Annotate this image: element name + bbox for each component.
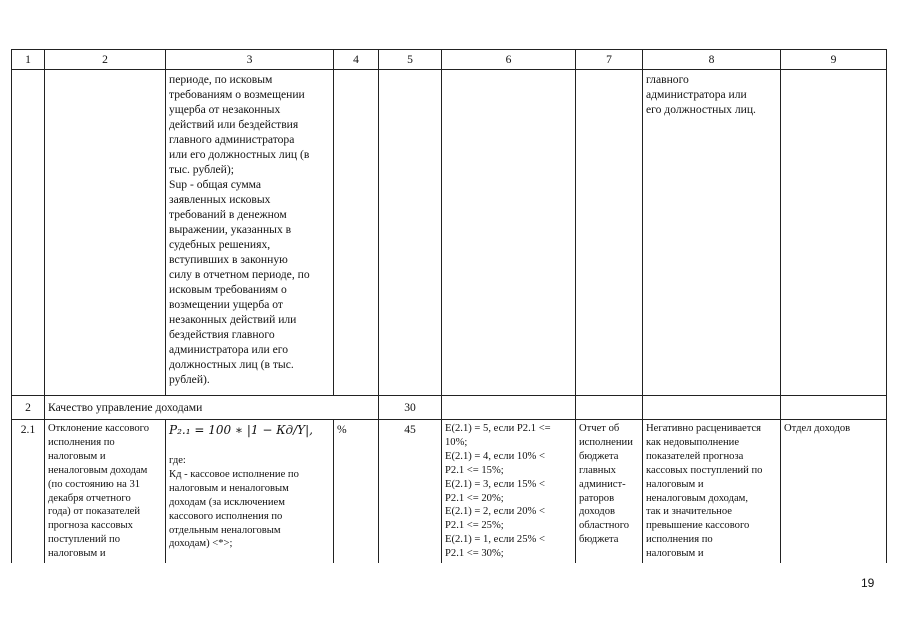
- indicator-comment: [643, 420, 781, 564]
- text-line: E(2.1) = 1, если 25% <: [445, 534, 545, 546]
- cell-empty: [379, 70, 442, 396]
- indicator-source: [576, 420, 643, 564]
- cell-empty: [781, 396, 887, 420]
- indicator-name-lines: [48, 422, 162, 561]
- section-number: 2: [12, 396, 45, 420]
- text-line: (по состоянию на 31: [48, 478, 141, 490]
- text-line: главного администратора: [169, 133, 295, 146]
- col-header-4: 4: [334, 50, 379, 70]
- text-line: налоговым и неналоговым: [169, 482, 289, 494]
- formula-explanation-lines: [169, 454, 330, 551]
- text-line: незаконных действий или: [169, 313, 297, 326]
- text-line: P2.1 <= 25%;: [445, 520, 504, 532]
- text-line: превышение кассового: [646, 520, 750, 532]
- text-line: исполнения по: [646, 534, 713, 546]
- text-line: Sup - общая сумма: [169, 178, 262, 191]
- cell-empty: [576, 396, 643, 420]
- section-weight: 30: [379, 396, 442, 420]
- text-line: силу в отчетном периоде, по: [169, 268, 310, 281]
- formula: P₂.₁ = 100 ∗ |1 − Кд/Y|,: [169, 423, 313, 437]
- text-line: админист-: [579, 478, 626, 490]
- description-lines: [169, 72, 330, 387]
- cell-empty: [442, 70, 576, 396]
- indicators-table: [11, 49, 887, 563]
- cell-empty: [334, 70, 379, 396]
- text-line: доходов: [579, 506, 615, 518]
- text-line: или его должностных лиц (в: [169, 148, 310, 161]
- section-title: Качество управление доходами: [45, 396, 379, 420]
- col-header-3: 3: [166, 50, 334, 70]
- text-line: неналоговым доходам: [48, 464, 148, 476]
- text-line: налоговым и: [646, 548, 704, 560]
- text-line: года) от показателей: [48, 506, 141, 518]
- text-line: исполнения по: [48, 436, 115, 448]
- text-line: рублей).: [169, 373, 210, 386]
- text-line: возмещении ущерба от: [169, 298, 283, 311]
- text-line: как недовыполнение: [646, 436, 740, 448]
- cell-empty: [442, 396, 576, 420]
- comment-lines: [646, 422, 777, 561]
- cell-comment-cont: [643, 70, 781, 396]
- text-line: бюджета: [579, 534, 619, 546]
- text-line: областного: [579, 520, 630, 532]
- text-line: кассовых поступлений по: [646, 464, 763, 476]
- text-line: бюджета: [579, 450, 619, 462]
- table-row-section-2: [12, 396, 887, 420]
- text-line: исполнении: [579, 436, 633, 448]
- text-line: Кд - кассовое исполнение по: [169, 468, 299, 480]
- table-row-continuation: [12, 70, 887, 396]
- indicator-number: 2.1: [12, 420, 45, 564]
- col-header-1: 1: [12, 50, 45, 70]
- header-row: [12, 50, 887, 70]
- table-row-2-1: [12, 420, 887, 564]
- text-line: исковым требованиям о: [169, 283, 287, 296]
- text-line: ущерба от незаконных: [169, 103, 281, 116]
- text-line: главного: [646, 73, 689, 86]
- text-line: кассового исполнения по: [169, 510, 283, 522]
- text-line: Отклонение кассового: [48, 423, 150, 434]
- text-line: декабря отчетного: [48, 492, 131, 504]
- scoring-lines: [445, 422, 572, 561]
- text-line: P2.1 <= 15%;: [445, 464, 504, 476]
- text-line: требований в денежном: [169, 208, 287, 221]
- text-line: администратора или его: [169, 343, 289, 356]
- col-header-7: 7: [576, 50, 643, 70]
- text-line: налоговым и: [48, 450, 106, 462]
- text-line: судебных решениях,: [169, 238, 271, 251]
- text-line: доходам) <*>;: [169, 538, 233, 550]
- text-line: показателей прогноза: [646, 450, 744, 462]
- indicator-formula-cell: [166, 420, 334, 564]
- comment-lines: [646, 72, 777, 117]
- text-line: периоде, по исковым: [169, 73, 273, 86]
- text-line: главных: [579, 464, 616, 476]
- text-line: поступлений по: [48, 534, 120, 546]
- cell-description-cont: [166, 70, 334, 396]
- text-line: E(2.1) = 5, если P2.1 <=: [445, 423, 551, 434]
- source-lines: [579, 422, 639, 547]
- text-line: налоговым и: [646, 478, 704, 490]
- page-number: 19: [861, 576, 875, 590]
- text-line: действий или бездействия: [169, 118, 299, 131]
- cell-empty: [45, 70, 166, 396]
- text-line: администратора или: [646, 88, 747, 101]
- text-line: так и значительное: [646, 506, 732, 518]
- text-line: вступивших в законную: [169, 253, 288, 266]
- text-line: Отчет об: [579, 423, 620, 434]
- text-line: E(2.1) = 3, если 15% <: [445, 478, 545, 490]
- text-line: выражении, указанных в: [169, 223, 292, 236]
- text-line: тыс. рублей);: [169, 163, 234, 176]
- text-line: должностных лиц (в тыс.: [169, 358, 294, 371]
- cell-empty: [781, 70, 887, 396]
- text-line: прогноза кассовых: [48, 520, 133, 532]
- text-line: E(2.1) = 4, если 10% <: [445, 450, 545, 462]
- text-line: Негативно расценивается: [646, 423, 762, 434]
- col-header-8: 8: [643, 50, 781, 70]
- col-header-6: 6: [442, 50, 576, 70]
- cell-empty: [576, 70, 643, 396]
- text-line: P2.1 <= 30%;: [445, 548, 504, 560]
- indicator-weight: 45: [379, 420, 442, 564]
- text-line: требованиям о возмещении: [169, 88, 305, 101]
- text-line: отдельным неналоговым: [169, 524, 281, 536]
- indicator-unit: %: [334, 420, 379, 564]
- cell-empty: [12, 70, 45, 396]
- text-line: где:: [169, 455, 186, 466]
- cell-empty: [643, 396, 781, 420]
- indicator-name: [45, 420, 166, 564]
- col-header-9: 9: [781, 50, 887, 70]
- text-line: налоговым и: [48, 548, 106, 560]
- indicator-scoring: [442, 420, 576, 564]
- indicator-responsible: Отдел доходов: [781, 420, 887, 564]
- col-header-2: 2: [45, 50, 166, 70]
- text-line: E(2.1) = 2, если 20% <: [445, 506, 545, 518]
- text-line: бездействия главного: [169, 328, 275, 341]
- text-line: заявленных исковых: [169, 193, 271, 206]
- col-header-5: 5: [379, 50, 442, 70]
- text-line: раторов: [579, 492, 615, 504]
- text-line: P2.1 <= 20%;: [445, 492, 504, 504]
- text-line: неналоговым доходам,: [646, 492, 749, 504]
- text-line: 10%;: [445, 436, 468, 448]
- text-line: его должностных лиц.: [646, 103, 756, 116]
- text-line: доходам (за исключением: [169, 496, 285, 508]
